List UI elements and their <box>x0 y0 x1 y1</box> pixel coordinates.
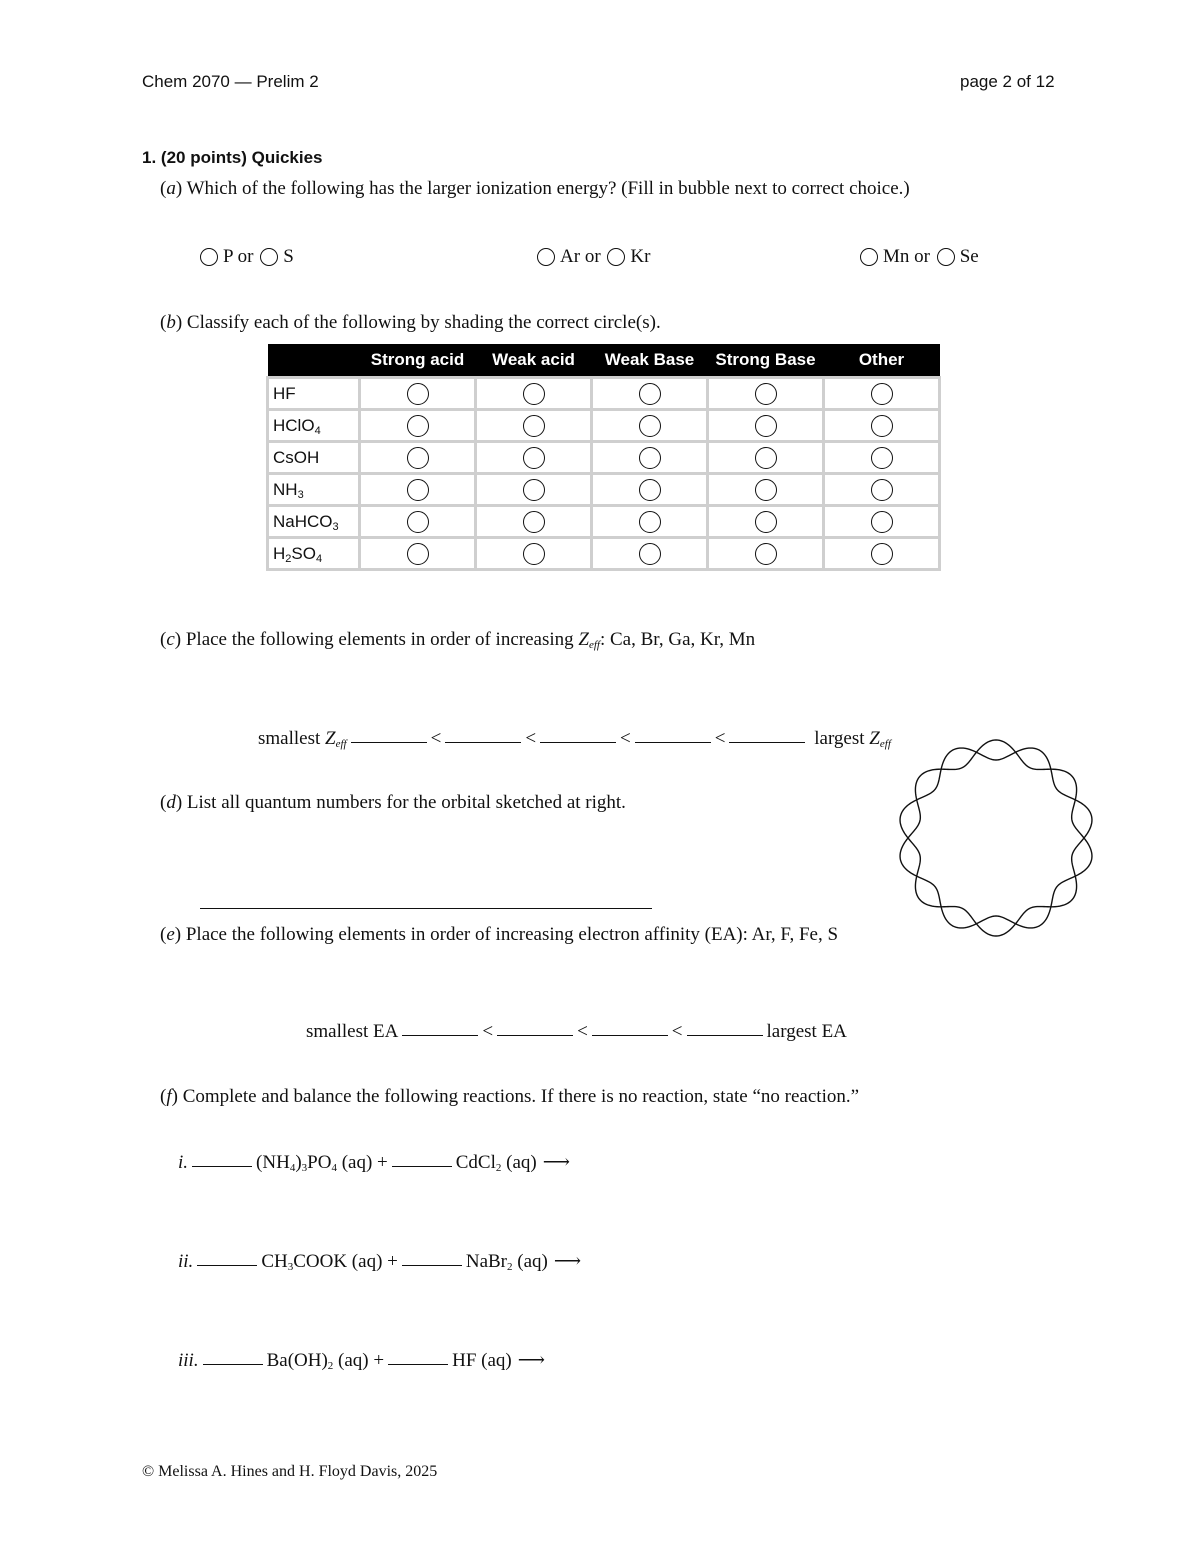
compound-nh3: $NH_3$ <box>268 474 360 506</box>
ie-choice-pair-3: Mn or Se <box>858 246 979 268</box>
coef-i-1[interactable] <box>192 1165 252 1167</box>
bubble-mn[interactable] <box>860 248 878 266</box>
reaction-arrow: ⟶ <box>517 1350 545 1371</box>
compound-csoh: CsOH <box>268 442 360 474</box>
header-weak-acid: Weak acid <box>476 344 592 378</box>
bubble-csoh-strong-acid[interactable] <box>407 447 429 469</box>
part-b-label: b <box>166 312 176 333</box>
header-course: Chem 2070 — Prelim 2 <box>142 72 319 91</box>
part-b-text: Classify each of the following by shading the correct circle(s). <box>186 312 661 333</box>
bubble-nahco3-weak-base[interactable] <box>639 511 661 533</box>
reaction-ii: ii. $CH_3COOK$ (aq) + NaBr$_2$ (aq) ⟶ <box>178 1251 582 1273</box>
bubble-hclo4-weak-base[interactable] <box>639 415 661 437</box>
bubble-s[interactable] <box>260 248 278 266</box>
part-b-prompt: (b) Classify each of the following by shading the correct circle(s). <box>160 312 661 333</box>
table-header-row <box>268 344 940 378</box>
table-row <box>268 538 940 570</box>
zeff-blank-2[interactable] <box>445 741 521 743</box>
question-points: (20 points) <box>160 148 247 167</box>
zeff-blank-5[interactable] <box>729 741 805 743</box>
reaction-iii: iii. $Ba(OH)_2$ (aq) + HF (aq) ⟶ <box>178 1350 545 1372</box>
part-a-text: Which of the following has the larger ionization energy? (Fill in bubble next to correct choice.) <box>186 178 910 199</box>
reaction-arrow: ⟶ <box>542 1152 570 1173</box>
part-c-label: c <box>166 629 175 650</box>
ie-choice-pair-2: Ar or Kr <box>535 246 650 268</box>
reaction-arrow: ⟶ <box>553 1251 582 1272</box>
bubble-nh3-strong-acid[interactable] <box>407 479 429 501</box>
part-c-prompt: (c) Place the following elements in order of increasing $Z_{eff}$: Ca, Br, Ga, Kr, Mn <box>160 629 756 651</box>
table-row <box>268 474 940 506</box>
bubble-hf-strong-base[interactable] <box>755 383 777 405</box>
part-e-prompt: (e) Place the following elements in order of increasing electron affinity (EA): Ar, F, Fe, S <box>160 924 839 945</box>
header-blank <box>268 344 360 378</box>
bubble-se[interactable] <box>937 248 955 266</box>
header-weak-base: Weak Base <box>592 344 708 378</box>
coef-ii-2[interactable] <box>402 1264 462 1266</box>
coef-i-2[interactable] <box>392 1165 452 1167</box>
table-row <box>268 410 940 442</box>
bubble-nahco3-other[interactable] <box>871 511 893 533</box>
bubble-h2so4-other[interactable] <box>871 543 893 565</box>
zeff-ordering-line: smallest $Z_{eff}$ < < < < largest $Z_{eff}$ <box>258 728 891 750</box>
table-row <box>268 442 940 474</box>
compound-hf: HF <box>268 378 360 410</box>
compound-nahco3: NaHCO$_3$ <box>268 506 360 538</box>
bubble-hclo4-other[interactable] <box>871 415 893 437</box>
question-number: 1. <box>142 148 157 167</box>
part-f-label: f <box>166 1086 172 1107</box>
ea-blank-1[interactable] <box>402 1034 478 1036</box>
bubble-h2so4-strong-base[interactable] <box>755 543 777 565</box>
bubble-h2so4-strong-acid[interactable] <box>407 543 429 565</box>
orbital-wave-2 <box>900 748 1092 936</box>
header-strong-base: Strong Base <box>708 344 824 378</box>
bubble-h2so4-weak-base[interactable] <box>639 543 661 565</box>
bubble-nh3-other[interactable] <box>871 479 893 501</box>
part-d-prompt: (d) List all quantum numbers for the orbital sketched at right. <box>160 792 626 813</box>
compound-h2so4: $H_2SO_4$ <box>268 538 360 570</box>
bubble-nahco3-strong-base[interactable] <box>755 511 777 533</box>
bubble-hf-other[interactable] <box>871 383 893 405</box>
question-heading <box>142 148 322 168</box>
bubble-hclo4-strong-acid[interactable] <box>407 415 429 437</box>
bubble-csoh-strong-base[interactable] <box>755 447 777 469</box>
ea-blank-4[interactable] <box>687 1034 763 1036</box>
part-d-label: d <box>166 792 176 813</box>
coef-iii-1[interactable] <box>203 1363 263 1365</box>
reaction-i: i. $(NH_4)_3PO_4$ (aq) + CdCl$_2$ (aq) ⟶ <box>178 1152 570 1174</box>
bubble-h2so4-weak-acid[interactable] <box>523 543 545 565</box>
coef-iii-2[interactable] <box>388 1363 448 1365</box>
quantum-numbers-answer-line[interactable] <box>200 908 652 909</box>
part-a-label: a <box>166 178 176 199</box>
bubble-p[interactable] <box>200 248 218 266</box>
bubble-ar[interactable] <box>537 248 555 266</box>
bubble-kr[interactable] <box>607 248 625 266</box>
question-title: Quickies <box>251 148 323 167</box>
orbital-sketch <box>890 732 1102 944</box>
bubble-hclo4-weak-acid[interactable] <box>523 415 545 437</box>
bubble-hclo4-strong-base[interactable] <box>755 415 777 437</box>
bubble-csoh-weak-base[interactable] <box>639 447 661 469</box>
coef-ii-1[interactable] <box>197 1264 257 1266</box>
zeff-blank-4[interactable] <box>635 741 711 743</box>
footer-copyright: © Melissa A. Hines and H. Floyd Davis, 2025 <box>142 1463 438 1480</box>
table-row <box>268 378 940 410</box>
header-page-number: page 2 of 12 <box>960 72 1055 91</box>
bubble-hf-strong-acid[interactable] <box>407 383 429 405</box>
ea-ordering-line: smallest EA < < < largest EA <box>306 1021 847 1042</box>
part-e-label: e <box>166 924 175 945</box>
bubble-hf-weak-base[interactable] <box>639 383 661 405</box>
part-a-prompt: (a) Which of the following has the larger ionization energy? (Fill in bubble next to correct choice.) <box>160 178 910 199</box>
orbital-wave-1 <box>900 740 1092 928</box>
ea-blank-3[interactable] <box>592 1034 668 1036</box>
bubble-nahco3-weak-acid[interactable] <box>523 511 545 533</box>
ie-choice-pair-1: P or S <box>198 246 294 268</box>
header-other: Other <box>824 344 940 378</box>
bubble-nahco3-strong-acid[interactable] <box>407 511 429 533</box>
compound-hclo4: HClO$_4$ <box>268 410 360 442</box>
header-strong-acid: Strong acid <box>360 344 476 378</box>
bubble-nh3-strong-base[interactable] <box>755 479 777 501</box>
zeff-blank-1[interactable] <box>351 741 427 743</box>
bubble-csoh-weak-acid[interactable] <box>523 447 545 469</box>
bubble-nh3-weak-base[interactable] <box>639 479 661 501</box>
zeff-blank-3[interactable] <box>540 741 616 743</box>
classification-table <box>266 344 941 571</box>
bubble-nh3-weak-acid[interactable] <box>523 479 545 501</box>
bubble-hf-weak-acid[interactable] <box>523 383 545 405</box>
table-row <box>268 506 940 538</box>
ea-blank-2[interactable] <box>497 1034 573 1036</box>
bubble-csoh-other[interactable] <box>871 447 893 469</box>
part-f-prompt: (f) Complete and balance the following reactions. If there is no reaction, state “no reaction.” <box>160 1086 860 1107</box>
